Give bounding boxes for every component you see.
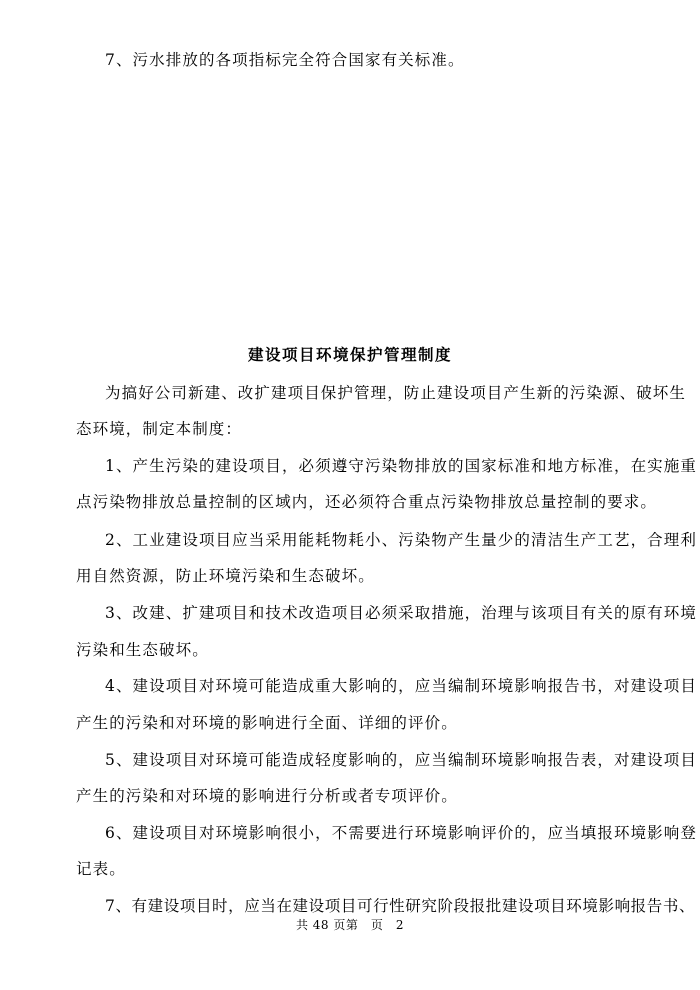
item-2-line-2: 用自然资源，防止环境污染和生态破坏。 — [76, 567, 375, 585]
item-6-line-2: 记表。 — [76, 860, 126, 878]
section-title: 建设项目环境保护管理制度 — [247, 345, 452, 364]
top-item-7: 7、污水排放的各项指标完全符合国家有关标准。 — [105, 51, 465, 69]
item-6-line-1: 6、建设项目对环境影响很小，不需要进行环境影响评价的，应当填报环境影响登 — [105, 824, 697, 842]
item-1-line-2: 点污染物排放总量控制的区域内，还必须符合重点污染物排放总量控制的要求。 — [76, 493, 658, 511]
item-1-line-1: 1、产生污染的建设项目，必须遵守污染物排放的国家标准和地方标准，在实施重 — [105, 457, 697, 475]
item-7-line-1: 7、有建设项目时，应当在建设项目可行性研究阶段报批建设项目环境影响报告书、 — [105, 897, 696, 915]
item-3-line-2: 污染和生态破坏。 — [76, 641, 209, 659]
item-3-line-1: 3、改建、扩建项目和技术改造项目必须采取措施，治理与该项目有关的原有环境 — [105, 604, 697, 622]
intro-line-1: 为搞好公司新建、改扩建项目保护管理，防止建设项目产生新的污染源、破坏生 — [105, 384, 687, 402]
item-5-line-1: 5、建设项目对环境可能造成轻度影响的，应当编制环境影响报告表，对建设项目 — [105, 751, 697, 769]
item-4-line-2: 产生的污染和对环境的影响进行全面、详细的评价。 — [76, 714, 458, 732]
page-footer: 共 48 页第 页 2 — [295, 918, 405, 932]
item-2-line-1: 2、工业建设项目应当采用能耗物耗小、污染物产生量少的清洁生产工艺，合理利 — [105, 531, 697, 549]
intro-line-2: 态环境，制定本制度： — [76, 420, 243, 438]
item-5-line-2: 产生的污染和对环境的影响进行分析或者专项评价。 — [76, 787, 458, 805]
item-4-line-1: 4、建设项目对环境可能造成重大影响的，应当编制环境影响报告书，对建设项目 — [105, 677, 697, 695]
